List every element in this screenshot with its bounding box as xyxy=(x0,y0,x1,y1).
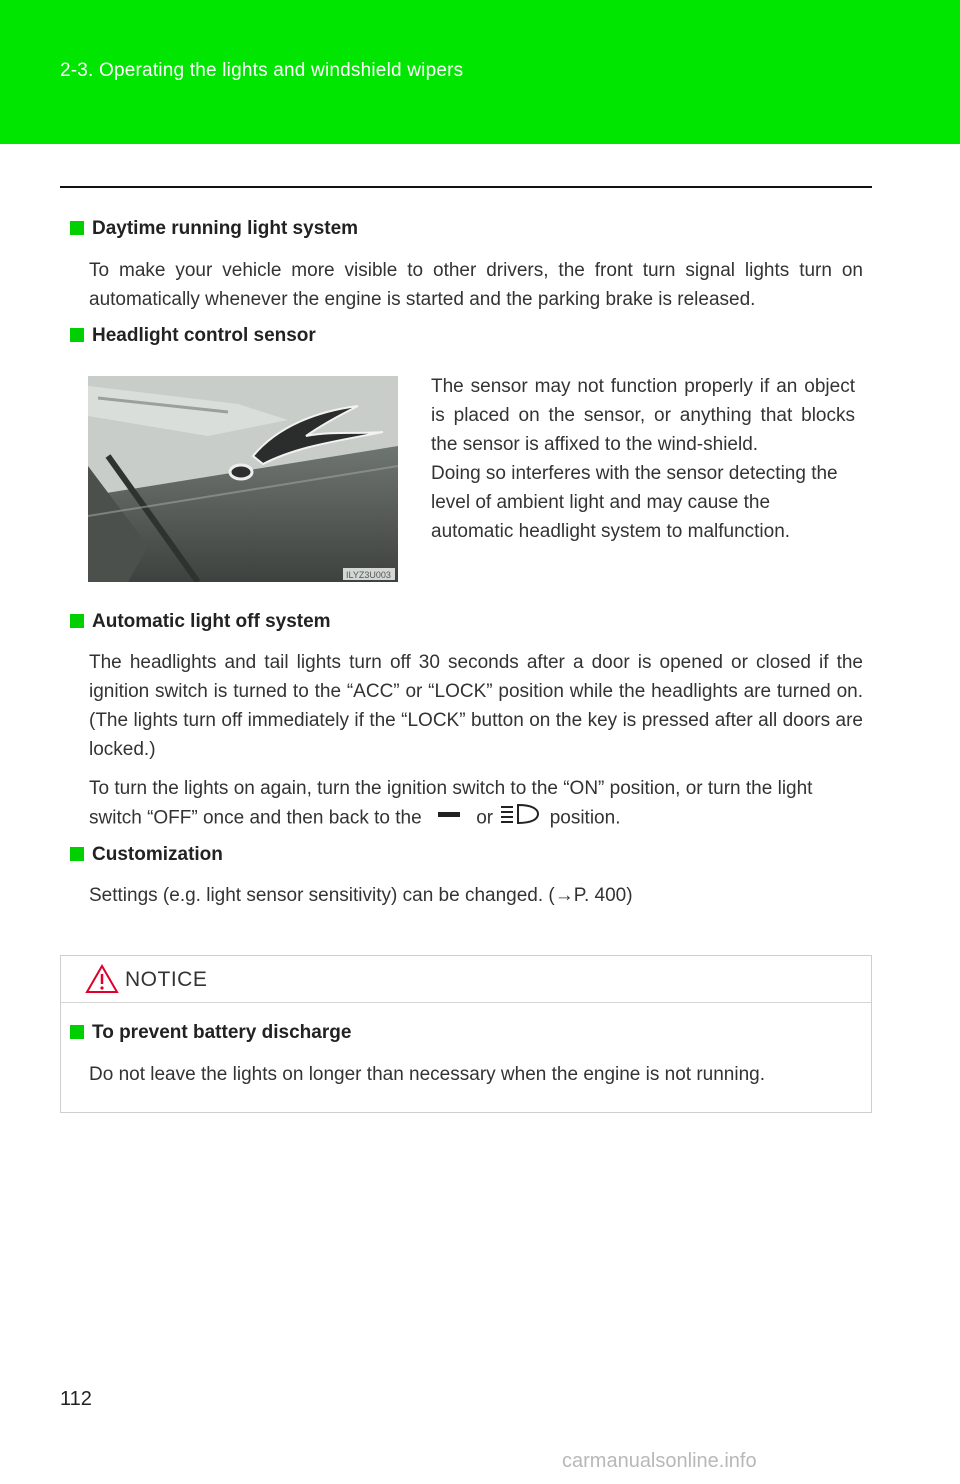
paragraph-daytime: To make your vehicle more visible to other drivers, the front turn signal lights turn on automatically whenever the engine is started and the parking brake is released. xyxy=(89,260,863,310)
square-bullet-icon xyxy=(70,1025,84,1039)
notice-heading: To prevent battery discharge xyxy=(70,1022,351,1044)
page-number: 112 xyxy=(60,1388,92,1410)
sensor-photo xyxy=(88,376,398,582)
parking-light-icon xyxy=(427,804,471,833)
sensor-caption-line-1: The sensor may not function properly if an object is placed on the sensor, or anything that blocks the sensor is affixed to the wind-shield. xyxy=(431,376,855,455)
square-bullet-icon xyxy=(70,328,84,342)
sensor-caption xyxy=(431,372,855,546)
headlight-icon xyxy=(498,803,544,834)
section-header-band xyxy=(0,0,960,144)
watermark: carmanualsonline.info xyxy=(562,1450,757,1472)
heading-headlight-control-sensor: Headlight control sensor xyxy=(70,325,316,347)
heading-automatic-light-off: Automatic light off system xyxy=(70,611,331,633)
notice-body: Do not leave the lights on longer than necessary when the engine is not running. xyxy=(89,1064,766,1085)
square-bullet-icon xyxy=(70,614,84,628)
heading-customization: Customization xyxy=(70,844,223,866)
paragraph-customization: Settings (e.g. light sensor sensitivity) can be changed. (→P. 400) xyxy=(89,885,633,906)
heading-daytime-running-light: Daytime running light system xyxy=(70,218,358,240)
notice-box xyxy=(60,955,872,1113)
square-bullet-icon xyxy=(70,221,84,235)
notice-header xyxy=(61,956,871,1003)
square-bullet-icon xyxy=(70,847,84,861)
sensor-caption-line-2: Doing so interferes with the sensor detecting the level of ambient light and may cause the automatic headlight system to malfunction. xyxy=(431,463,838,542)
section-divider xyxy=(60,186,872,188)
paragraph-auto-off-1: The headlights and tail lights turn off 30 seconds after a door is opened or closed if the ignition switch is turned to the “ACC” or “LOCK” position while the headlights are turned on. (The lights turn off immediately if the “LOCK” button on the key is pressed after all doors are locked.) xyxy=(89,652,863,760)
section-title: 2-3. Operating the lights and windshield wipers xyxy=(60,60,464,81)
windshield-sensor-illustration xyxy=(88,376,398,582)
image-code: ILYZ3U003 xyxy=(346,570,391,580)
notice-title: NOTICE xyxy=(125,968,208,991)
paragraph-auto-off-2: To turn the lights on again, turn the ignition switch to the “ON” position, or turn the light switch “OFF” once and then back to the or position. xyxy=(89,774,863,834)
warning-triangle-icon xyxy=(85,964,119,999)
